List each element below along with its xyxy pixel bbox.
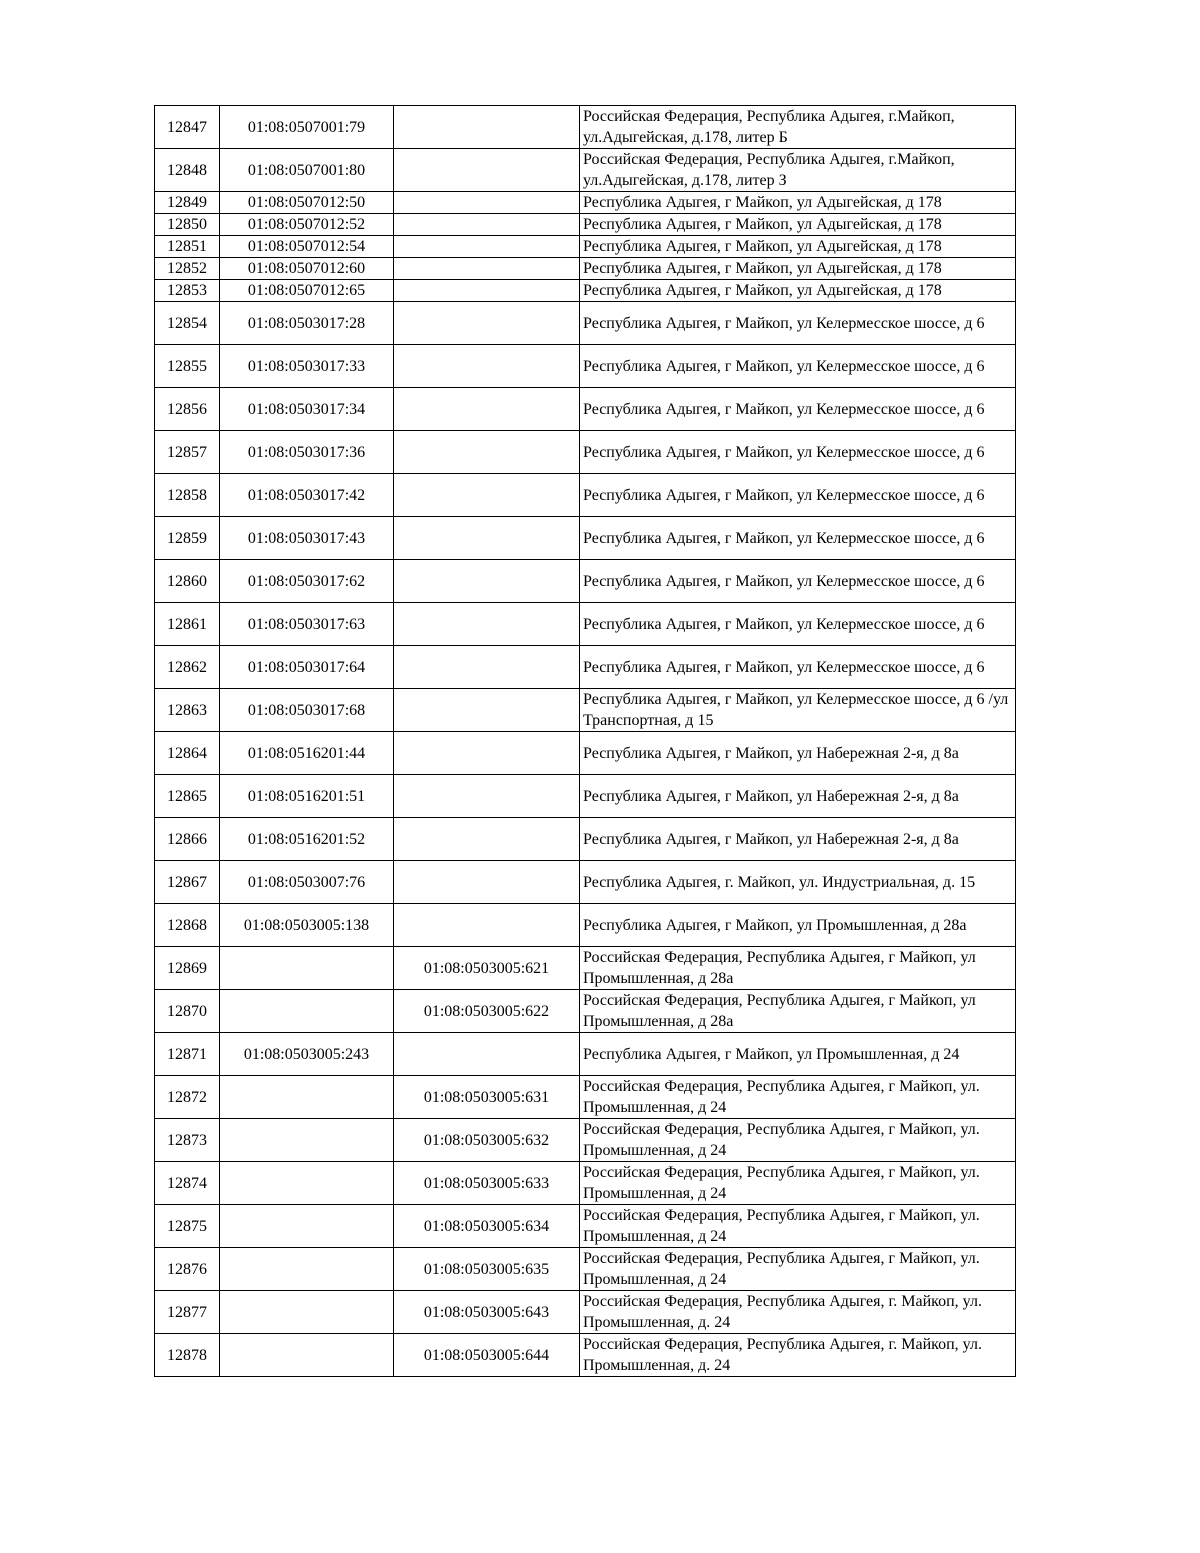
- cadastral-number-cell: 01:08:0516201:51: [220, 775, 394, 818]
- row-number-cell: 12857: [155, 431, 220, 474]
- row-number-cell: 12865: [155, 775, 220, 818]
- table-row: [155, 345, 1016, 388]
- row-number-cell: 12855: [155, 345, 220, 388]
- building-cadastral-number-cell: [394, 646, 580, 689]
- table-row: [155, 388, 1016, 431]
- cadastral-number-cell: [220, 1076, 394, 1119]
- cadastral-number-cell: [220, 1119, 394, 1162]
- building-cadastral-number-cell: [394, 192, 580, 214]
- building-cadastral-number-cell: 01:08:0503005:631: [394, 1076, 580, 1119]
- building-cadastral-number-cell: [394, 474, 580, 517]
- row-number-cell: 12872: [155, 1076, 220, 1119]
- table-row: [155, 192, 1016, 214]
- building-cadastral-number-cell: [394, 302, 580, 345]
- building-cadastral-number-cell: [394, 818, 580, 861]
- address-cell: Республика Адыгея, г. Майкоп, ул. Индустриальная, д. 15: [580, 861, 1016, 904]
- row-number-cell: 12847: [155, 106, 220, 149]
- building-cadastral-number-cell: 01:08:0503005:621: [394, 947, 580, 990]
- cadastral-number-cell: 01:08:0503007:76: [220, 861, 394, 904]
- row-number-cell: 12878: [155, 1334, 220, 1377]
- building-cadastral-number-cell: 01:08:0503005:622: [394, 990, 580, 1033]
- address-cell: Республика Адыгея, г Майкоп, ул Набережная 2-я, д 8а: [580, 732, 1016, 775]
- address-cell: Республика Адыгея, г Майкоп, ул Адыгейская, д 178: [580, 280, 1016, 302]
- address-cell: Республика Адыгея, г Майкоп, ул Келермесское шоссе, д 6: [580, 646, 1016, 689]
- building-cadastral-number-cell: [394, 560, 580, 603]
- building-cadastral-number-cell: [394, 775, 580, 818]
- row-number-cell: 12874: [155, 1162, 220, 1205]
- table-row: [155, 1162, 1016, 1205]
- address-cell: Республика Адыгея, г Майкоп, ул Адыгейская, д 178: [580, 214, 1016, 236]
- table-row: [155, 732, 1016, 775]
- building-cadastral-number-cell: [394, 345, 580, 388]
- row-number-cell: 12853: [155, 280, 220, 302]
- table-row: [155, 990, 1016, 1033]
- cadastral-number-cell: 01:08:0507012:50: [220, 192, 394, 214]
- row-number-cell: 12849: [155, 192, 220, 214]
- table-row: [155, 106, 1016, 149]
- cadastral-number-cell: 01:08:0507001:79: [220, 106, 394, 149]
- table-row: [155, 214, 1016, 236]
- cadastral-number-cell: [220, 1162, 394, 1205]
- cadastral-number-cell: [220, 1291, 394, 1334]
- row-number-cell: 12860: [155, 560, 220, 603]
- address-cell: Республика Адыгея, г Майкоп, ул Промышленная, д 28а: [580, 904, 1016, 947]
- table-row: [155, 1291, 1016, 1334]
- cadastral-number-cell: 01:08:0503017:63: [220, 603, 394, 646]
- building-cadastral-number-cell: [394, 280, 580, 302]
- table-row: [155, 646, 1016, 689]
- row-number-cell: 12848: [155, 149, 220, 192]
- row-number-cell: 12861: [155, 603, 220, 646]
- cadastral-number-cell: 01:08:0503017:43: [220, 517, 394, 560]
- building-cadastral-number-cell: [394, 732, 580, 775]
- cadastral-number-cell: 01:08:0503017:28: [220, 302, 394, 345]
- address-cell: Республика Адыгея, г Майкоп, ул Келермесское шоссе, д 6: [580, 388, 1016, 431]
- address-cell: Российская Федерация, Республика Адыгея, г Майкоп, ул. Промышленная, д 24: [580, 1119, 1016, 1162]
- row-number-cell: 12852: [155, 258, 220, 280]
- address-cell: Российская Федерация, Республика Адыгея, г Майкоп, ул Промышленная, д 28а: [580, 990, 1016, 1033]
- cadastral-number-cell: 01:08:0503017:68: [220, 689, 394, 732]
- address-cell: Российская Федерация, Республика Адыгея, г Майкоп, ул. Промышленная, д 24: [580, 1248, 1016, 1291]
- address-cell: Республика Адыгея, г Майкоп, ул Келермесское шоссе, д 6: [580, 302, 1016, 345]
- table-row: [155, 1076, 1016, 1119]
- address-cell: Республика Адыгея, г Майкоп, ул Келермесское шоссе, д 6: [580, 517, 1016, 560]
- building-cadastral-number-cell: [394, 689, 580, 732]
- building-cadastral-number-cell: [394, 603, 580, 646]
- row-number-cell: 12856: [155, 388, 220, 431]
- cadastral-number-cell: 01:08:0507012:52: [220, 214, 394, 236]
- address-cell: Республика Адыгея, г Майкоп, ул Келермесское шоссе, д 6: [580, 474, 1016, 517]
- building-cadastral-number-cell: 01:08:0503005:633: [394, 1162, 580, 1205]
- table-row: [155, 149, 1016, 192]
- cadastral-number-cell: [220, 990, 394, 1033]
- cadastral-number-cell: 01:08:0507012:65: [220, 280, 394, 302]
- building-cadastral-number-cell: [394, 517, 580, 560]
- building-cadastral-number-cell: [394, 258, 580, 280]
- row-number-cell: 12876: [155, 1248, 220, 1291]
- address-cell: Российская Федерация, Республика Адыгея, г Майкоп, ул Промышленная, д 28а: [580, 947, 1016, 990]
- cadastral-number-cell: [220, 947, 394, 990]
- table-row: [155, 775, 1016, 818]
- row-number-cell: 12871: [155, 1033, 220, 1076]
- address-cell: Российская Федерация, Республика Адыгея, г Майкоп, ул. Промышленная, д 24: [580, 1076, 1016, 1119]
- row-number-cell: 12870: [155, 990, 220, 1033]
- row-number-cell: 12863: [155, 689, 220, 732]
- property-registry-table: [154, 105, 1016, 1377]
- cadastral-number-cell: [220, 1205, 394, 1248]
- building-cadastral-number-cell: [394, 904, 580, 947]
- row-number-cell: 12858: [155, 474, 220, 517]
- cadastral-number-cell: 01:08:0516201:52: [220, 818, 394, 861]
- cadastral-number-cell: 01:08:0503005:243: [220, 1033, 394, 1076]
- cadastral-number-cell: [220, 1248, 394, 1291]
- building-cadastral-number-cell: 01:08:0503005:634: [394, 1205, 580, 1248]
- table-row: [155, 818, 1016, 861]
- address-cell: Республика Адыгея, г Майкоп, ул Келермесское шоссе, д 6: [580, 345, 1016, 388]
- table-row: [155, 947, 1016, 990]
- building-cadastral-number-cell: [394, 431, 580, 474]
- address-cell: Российская Федерация, Республика Адыгея, г.Майкоп, ул.Адыгейская, д.178, литер Б: [580, 106, 1016, 149]
- address-cell: Российская Федерация, Республика Адыгея, г. Майкоп, ул. Промышленная, д. 24: [580, 1291, 1016, 1334]
- cadastral-number-cell: 01:08:0503017:34: [220, 388, 394, 431]
- cadastral-number-cell: 01:08:0503017:36: [220, 431, 394, 474]
- row-number-cell: 12864: [155, 732, 220, 775]
- row-number-cell: 12850: [155, 214, 220, 236]
- address-cell: Российская Федерация, Республика Адыгея, г.Майкоп, ул.Адыгейская, д.178, литер З: [580, 149, 1016, 192]
- table-row: [155, 302, 1016, 345]
- address-cell: Республика Адыгея, г Майкоп, ул Адыгейская, д 178: [580, 192, 1016, 214]
- address-cell: Республика Адыгея, г Майкоп, ул Набережная 2-я, д 8а: [580, 775, 1016, 818]
- cadastral-number-cell: 01:08:0503017:62: [220, 560, 394, 603]
- cadastral-number-cell: 01:08:0503017:42: [220, 474, 394, 517]
- row-number-cell: 12875: [155, 1205, 220, 1248]
- cadastral-number-cell: 01:08:0507012:54: [220, 236, 394, 258]
- address-cell: Республика Адыгея, г Майкоп, ул Промышленная, д 24: [580, 1033, 1016, 1076]
- address-cell: Республика Адыгея, г Майкоп, ул Адыгейская, д 178: [580, 258, 1016, 280]
- address-cell: Российская Федерация, Республика Адыгея, г. Майкоп, ул. Промышленная, д. 24: [580, 1334, 1016, 1377]
- cadastral-number-cell: 01:08:0507001:80: [220, 149, 394, 192]
- building-cadastral-number-cell: 01:08:0503005:644: [394, 1334, 580, 1377]
- building-cadastral-number-cell: [394, 388, 580, 431]
- table-row: [155, 904, 1016, 947]
- table-row: [155, 1205, 1016, 1248]
- registry-table-body: [155, 106, 1016, 1377]
- table-row: [155, 689, 1016, 732]
- table-row: [155, 1248, 1016, 1291]
- table-row: [155, 1033, 1016, 1076]
- building-cadastral-number-cell: [394, 214, 580, 236]
- cadastral-number-cell: 01:08:0507012:60: [220, 258, 394, 280]
- row-number-cell: 12854: [155, 302, 220, 345]
- row-number-cell: 12867: [155, 861, 220, 904]
- address-cell: Республика Адыгея, г Майкоп, ул Келермесское шоссе, д 6: [580, 560, 1016, 603]
- address-cell: Республика Адыгея, г Майкоп, ул Келермесское шоссе, д 6 /ул Транспортная, д 15: [580, 689, 1016, 732]
- building-cadastral-number-cell: 01:08:0503005:643: [394, 1291, 580, 1334]
- cadastral-number-cell: 01:08:0503017:33: [220, 345, 394, 388]
- cadastral-number-cell: 01:08:0503017:64: [220, 646, 394, 689]
- address-cell: Республика Адыгея, г Майкоп, ул Келермесское шоссе, д 6: [580, 431, 1016, 474]
- table-row: [155, 603, 1016, 646]
- table-row: [155, 560, 1016, 603]
- table-row: [155, 1119, 1016, 1162]
- building-cadastral-number-cell: [394, 149, 580, 192]
- table-row: [155, 258, 1016, 280]
- table-row: [155, 431, 1016, 474]
- address-cell: Российская Федерация, Республика Адыгея, г Майкоп, ул. Промышленная, д 24: [580, 1162, 1016, 1205]
- address-cell: Российская Федерация, Республика Адыгея, г Майкоп, ул. Промышленная, д 24: [580, 1205, 1016, 1248]
- building-cadastral-number-cell: [394, 1033, 580, 1076]
- building-cadastral-number-cell: 01:08:0503005:632: [394, 1119, 580, 1162]
- cadastral-number-cell: 01:08:0516201:44: [220, 732, 394, 775]
- address-cell: Республика Адыгея, г Майкоп, ул Набережная 2-я, д 8а: [580, 818, 1016, 861]
- table-row: [155, 1334, 1016, 1377]
- table-row: [155, 517, 1016, 560]
- cadastral-number-cell: 01:08:0503005:138: [220, 904, 394, 947]
- row-number-cell: 12873: [155, 1119, 220, 1162]
- building-cadastral-number-cell: [394, 106, 580, 149]
- row-number-cell: 12859: [155, 517, 220, 560]
- table-row: [155, 280, 1016, 302]
- table-row: [155, 236, 1016, 258]
- row-number-cell: 12866: [155, 818, 220, 861]
- building-cadastral-number-cell: [394, 236, 580, 258]
- table-row: [155, 861, 1016, 904]
- row-number-cell: 12868: [155, 904, 220, 947]
- row-number-cell: 12851: [155, 236, 220, 258]
- building-cadastral-number-cell: 01:08:0503005:635: [394, 1248, 580, 1291]
- address-cell: Республика Адыгея, г Майкоп, ул Адыгейская, д 178: [580, 236, 1016, 258]
- table-row: [155, 474, 1016, 517]
- cadastral-number-cell: [220, 1334, 394, 1377]
- row-number-cell: 12869: [155, 947, 220, 990]
- row-number-cell: 12877: [155, 1291, 220, 1334]
- address-cell: Республика Адыгея, г Майкоп, ул Келермесское шоссе, д 6: [580, 603, 1016, 646]
- row-number-cell: 12862: [155, 646, 220, 689]
- building-cadastral-number-cell: [394, 861, 580, 904]
